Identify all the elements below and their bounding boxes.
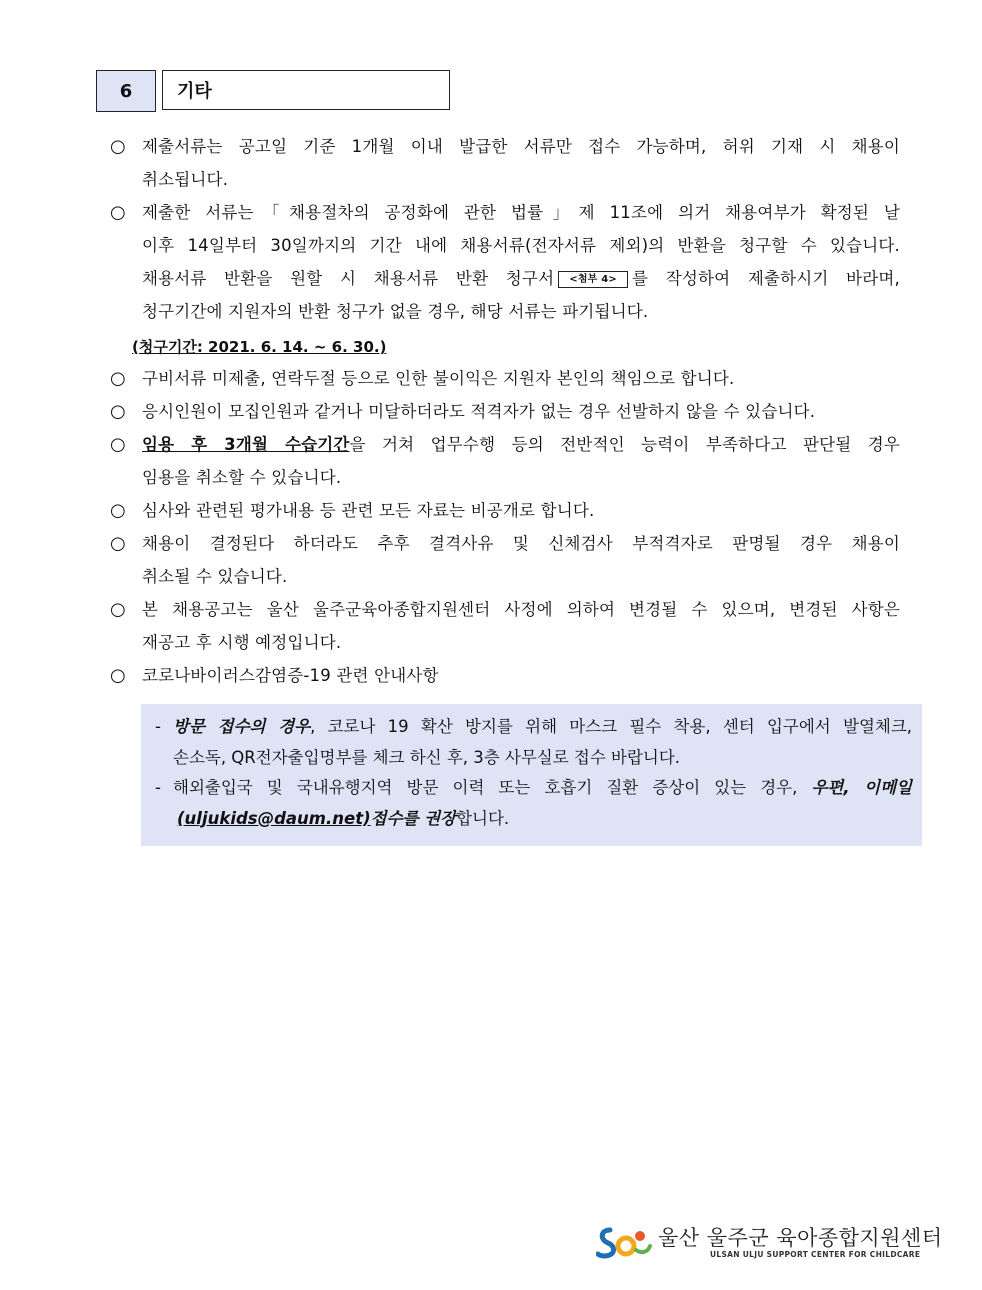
mail-emphasis: 우편, 이메일 <box>811 778 912 797</box>
notice-line <box>173 773 912 804</box>
logo-mark-icon <box>596 1224 654 1264</box>
list-item <box>110 659 900 692</box>
logo-subtitle: ULSAN ULJU SUPPORT CENTER FOR CHILDCARE <box>710 1250 921 1259</box>
circle-bullet-icon: ○ <box>110 665 126 686</box>
item-text: 을 거쳐 업무수행 등의 전반적인 능력이 부족하다고 판단될 경우 <box>349 435 900 454</box>
recommend-emphasis: 접수를 권장 <box>370 808 457 828</box>
list-item <box>110 362 900 395</box>
item-line: 이후 14일부터 30일까지의 기간 내에 채용서류(전자서류 제외)의 반환을 청구할 수 있습니다. <box>142 236 900 255</box>
list-item <box>110 196 900 328</box>
list-item <box>110 494 900 527</box>
item-line: 취소될 수 있습니다. <box>142 567 288 586</box>
list-item <box>110 395 900 428</box>
item-line: 재공고 후 시행 예정입니다. <box>142 633 342 652</box>
notice-text: 해외출입국 및 국내유행지역 방문 이력 또는 호흡기 질환 증상이 있는 경우, <box>173 778 812 797</box>
circle-bullet-icon: ○ <box>110 136 126 157</box>
item-line: 제출서류는 공고일 기준 1개월 이내 발급한 서류만 접수 가능하며, 허위 기재 시 채용이 <box>142 137 900 156</box>
item-line: 심사와 관련된 평가내용 등 관련 모든 자료는 비공개로 합니다. <box>142 501 595 520</box>
claim-period: (청구기간: 2021. 6. 14. ~ 6. 30.) <box>132 338 387 356</box>
notice-text: 합니다. <box>456 808 510 828</box>
notice-row <box>155 773 912 834</box>
notice-line: 손소독, QR전자출입명부를 체크 하신 후, 3층 사무실로 접수 바랍니다. <box>173 747 681 767</box>
email-link[interactable]: (uljukids@daum.net) <box>177 808 371 828</box>
attachment-tag: <첨부 4> <box>558 271 628 288</box>
list-item <box>110 428 900 494</box>
item-line: 취소됩니다. <box>142 170 229 189</box>
item-line: 임용을 취소할 수 있습니다. <box>142 468 342 487</box>
list-item <box>110 593 900 659</box>
circle-bullet-icon: ○ <box>110 599 126 620</box>
notice-line <box>173 712 912 743</box>
section-title: 기타 <box>162 70 450 110</box>
list-item <box>110 527 900 593</box>
item-line: 본 채용공고는 울산 울주군육아종합지원센터 사정에 의하여 변경될 수 있으며, 변경된 사항은 <box>142 600 900 619</box>
notice-line <box>173 804 912 835</box>
circle-bullet-icon: ○ <box>110 434 126 455</box>
circle-bullet-icon: ○ <box>110 401 126 422</box>
list-item <box>110 130 900 196</box>
section-number: 6 <box>96 70 156 112</box>
item-line <box>142 428 900 461</box>
visit-emphasis: 방문 접수의 경우 <box>173 717 311 736</box>
item-line: 제출한 서류는「채용절차의 공정화에 관한 법률」제 11조에 의거 채용여부가 확정된 날 <box>142 203 900 222</box>
covid-notice-box <box>141 704 922 846</box>
item-line: 코로나바이러스감염증-19 관련 안내사항 <box>142 666 439 685</box>
circle-bullet-icon: ○ <box>110 533 126 554</box>
item-line: 채용이 결정된다 하더라도 추후 결격사유 및 신체검사 부적격자로 판명될 경우 채용이 <box>142 534 900 553</box>
item-line: 구비서류 미제출, 연락두절 등으로 인한 불이익은 지원자 본인의 책임으로 합니다. <box>142 369 735 388</box>
dash-bullet: - <box>155 717 161 736</box>
notice-text: , 코로나 19 확산 방지를 위해 마스크 필수 착용, 센터 입구에서 발열체크, <box>310 717 913 736</box>
probation-emphasis: 임용 후 3개월 수습기간 <box>142 435 350 454</box>
item-line <box>142 262 900 295</box>
item-line: 청구기간에 지원자의 반환 청구가 없을 경우, 해당 서류는 파기됩니다. <box>142 302 649 321</box>
circle-bullet-icon: ○ <box>110 202 126 223</box>
notice-list <box>110 130 900 692</box>
circle-bullet-icon: ○ <box>110 500 126 521</box>
center-logo <box>596 1222 943 1266</box>
logo-name: 울산 울주군 육아종합지원센터 <box>658 1226 943 1250</box>
notice-row <box>155 712 912 773</box>
item-line: 응시인원이 모집인원과 같거나 미달하더라도 적격자가 없는 경우 선발하지 않을 수 있습니다. <box>142 402 816 421</box>
dash-bullet: - <box>155 778 161 797</box>
item-text: 채용서류 반환을 원할 시 채용서류 반환 청구서 <box>142 269 555 288</box>
item-text: 를 작성하여 제출하시기 바라며, <box>631 269 900 288</box>
circle-bullet-icon: ○ <box>110 368 126 389</box>
